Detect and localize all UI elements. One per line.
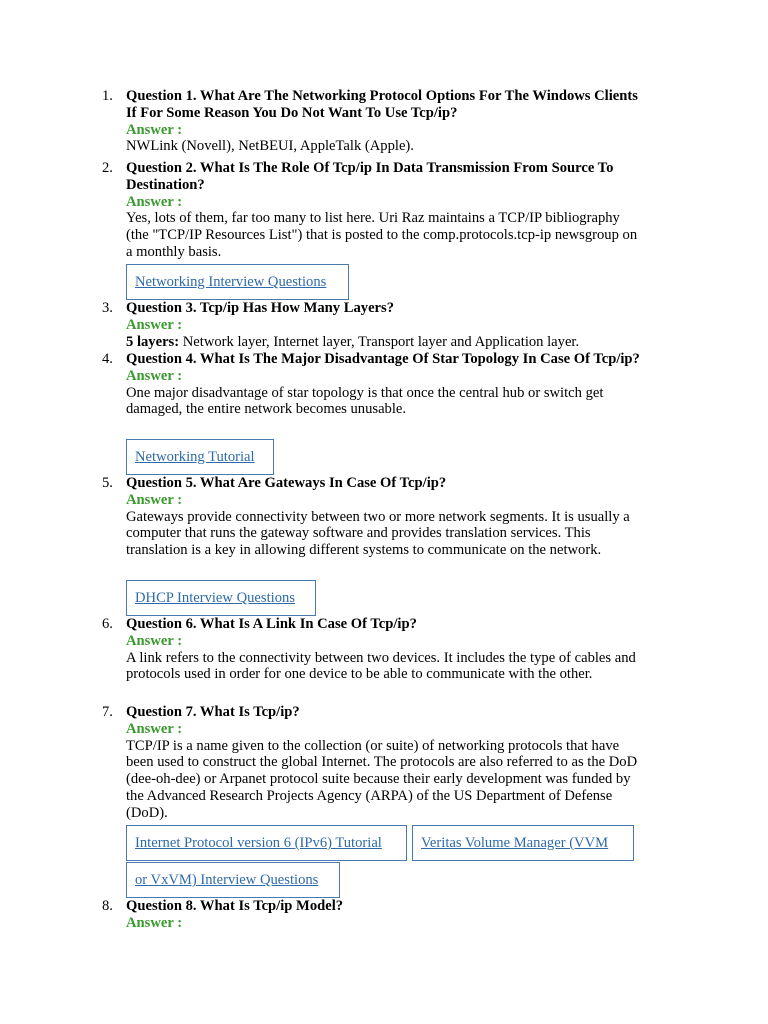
question-text: Question 4. What Is The Major Disadvantage Of Star Topology In Case Of Tcp/ip? xyxy=(126,351,640,367)
item-number: 1. xyxy=(102,88,113,104)
question-text: Question 5. What Are Gateways In Case Of Tcp/ip? xyxy=(126,475,447,491)
item-number: 7. xyxy=(102,704,113,720)
question-text: Question 8. What Is Tcp/ip Model? xyxy=(126,898,344,914)
answer-label: Answer : xyxy=(126,720,183,737)
qa-item-2 xyxy=(102,160,646,261)
qa-item-7 xyxy=(102,704,646,822)
item-number: 3. xyxy=(102,300,113,316)
answer-text: One major disadvantage of star topology is that once the central hub or switch get damaged, the entire network becomes unusable. xyxy=(126,384,604,418)
qa-item-5 xyxy=(102,475,646,559)
qa-item-1 xyxy=(102,88,646,155)
item-number: 6. xyxy=(102,616,113,632)
qa-item-4 xyxy=(102,351,646,418)
answer-text: A link refers to the connectivity between two devices. It includes the type of cables and protocols used in order for one device to be able to communicate with the other. xyxy=(126,649,636,683)
item-number: 2. xyxy=(102,160,113,176)
answer-bold-lead: 5 layers: xyxy=(126,333,180,350)
qa-item-3 xyxy=(102,300,646,350)
answer-label: Answer : xyxy=(126,121,183,138)
networking-interview-questions-link[interactable]: Networking Interview Questions xyxy=(126,264,349,300)
answer-rest: Network layer, Internet layer, Transport layer and Application layer. xyxy=(179,333,580,350)
qa-item-8 xyxy=(102,898,646,932)
qa-item-6 xyxy=(102,616,646,683)
answer-label: Answer : xyxy=(126,632,183,649)
answer-text xyxy=(126,334,646,351)
question-text: Question 3. Tcp/ip Has How Many Layers? xyxy=(126,300,394,316)
answer-label: Answer : xyxy=(126,367,183,384)
question-text: Question 7. What Is Tcp/ip? xyxy=(126,704,300,720)
answer-text: Yes, lots of them, far too many to list here. Uri Raz maintains a TCP/IP bibliography (the "TCP/IP Resources List") that is posted to the comp.protocols.tcp-ip newsgroup on a monthly basis. xyxy=(126,210,638,260)
item-number: 5. xyxy=(102,475,113,491)
answer-label: Answer : xyxy=(126,914,183,931)
item-number: 8. xyxy=(102,898,113,914)
item-number: 4. xyxy=(102,351,113,367)
question-text: Question 1. What Are The Networking Protocol Options For The Windows Clients If For Some Reason You Do Not Want To Use Tcp/ip? xyxy=(126,88,638,121)
vxvm-interview-questions-link[interactable]: or VxVM) Interview Questions xyxy=(126,862,340,898)
answer-text: Gateways provide connectivity between two or more network segments. It is usually a computer that runs the gateway software and provides translation services. This translation is a key in allowing different systems to communicate on the network. xyxy=(126,508,630,559)
question-text: Question 6. What Is A Link In Case Of Tcp/ip? xyxy=(126,616,417,632)
veritas-volume-manager-link[interactable]: Veritas Volume Manager (VVM xyxy=(412,825,634,861)
answer-label: Answer : xyxy=(126,316,183,333)
question-text: Question 2. What Is The Role Of Tcp/ip In Data Transmission From Source To Destination? xyxy=(126,160,614,193)
networking-tutorial-link[interactable]: Networking Tutorial xyxy=(126,439,274,475)
answer-text: NWLink (Novell), NetBEUI, AppleTalk (Apple). xyxy=(126,138,414,155)
answer-text: TCP/IP is a name given to the collection (or suite) of networking protocols that have been used to construct the global Internet. The protocols are also referred to as the DoD (dee-oh-dee) or Arpanet protocol suite because their early development was funded by the Advanced Research Projects Agency (ARPA) of the US Department of Defense (DoD). xyxy=(126,737,638,821)
answer-label: Answer : xyxy=(126,491,183,508)
dhcp-interview-questions-link[interactable]: DHCP Interview Questions xyxy=(126,580,316,616)
ipv6-tutorial-link[interactable]: Internet Protocol version 6 (IPv6) Tutorial xyxy=(126,825,407,861)
answer-label: Answer : xyxy=(126,193,183,210)
